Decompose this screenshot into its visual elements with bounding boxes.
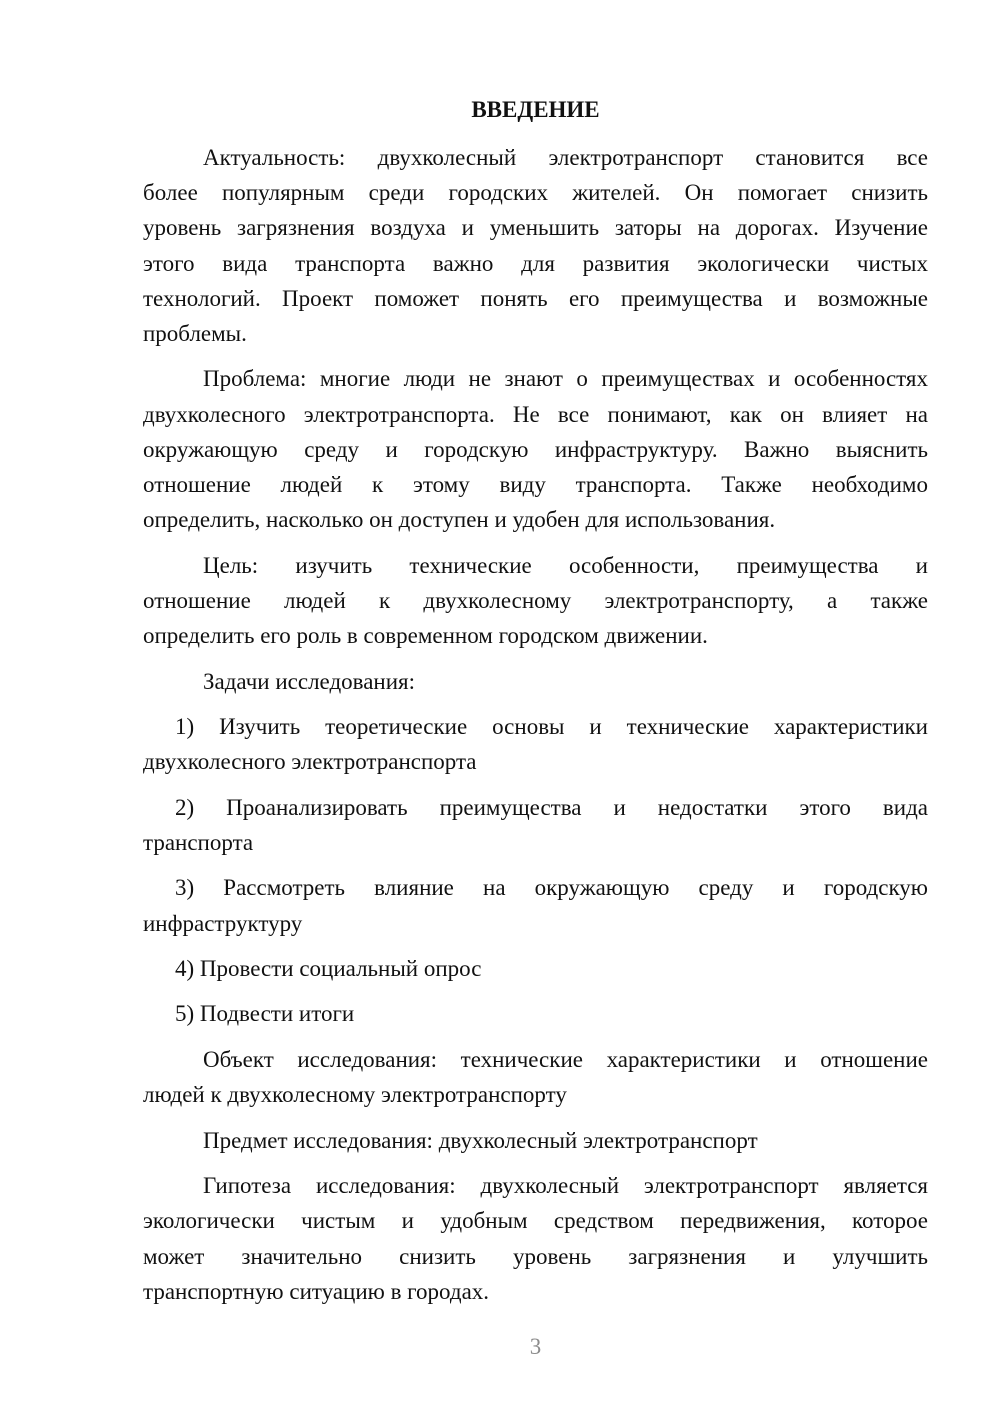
text-line: Предмет исследования: двухколесный электротранспорт: [203, 1127, 758, 1153]
task-item: [143, 709, 928, 779]
text-line: 4) Провести социальный опрос: [175, 956, 482, 981]
text-line: уровень загрязнения воздуха и уменьшить заторы на дорогах. Изучение: [143, 215, 928, 241]
text-line: 1) Изучить теоретические основы и технические характеристики: [175, 713, 928, 739]
text-line: двухколесного электротранспорта: [143, 749, 477, 775]
text-line: Проблема: многие люди не знают о преимуществах и особенностях: [203, 366, 928, 392]
text-line: инфраструктуру: [143, 910, 303, 936]
text-line: окружающую среду и городскую инфраструктуру. Важно выяснить: [143, 436, 928, 462]
text-line: Гипотеза исследования: двухколесный электротранспорт является: [203, 1173, 928, 1199]
text-line: транспортную ситуацию в городах.: [143, 1278, 490, 1304]
task-item: [143, 951, 928, 986]
text-line: 3) Рассмотреть влияние на окружающую среду и городскую: [175, 875, 928, 901]
text-line: этого вида транспорта важно для развития экологически чистых: [143, 250, 928, 276]
task-item: [143, 996, 928, 1031]
paragraph-object: [143, 1042, 928, 1112]
text-line: может значительно снизить уровень загрязнения и улучшить: [143, 1243, 928, 1269]
tasks-heading: [143, 664, 928, 699]
text-line: 2) Проанализировать преимущества и недостатки этого вида: [175, 794, 928, 820]
text-line: транспорта: [143, 829, 254, 855]
task-list: [143, 709, 928, 1032]
text-line: технологий. Проект поможет понять его преимущества и возможные: [143, 285, 928, 311]
page-number: 3: [529, 1334, 542, 1359]
text-line: отношение людей к этому виду транспорта. Также необходимо: [143, 471, 928, 497]
task-item: [143, 790, 928, 860]
text-line: экологически чистым и удобным средством передвижения, которое: [143, 1208, 928, 1234]
task-item: [143, 870, 928, 940]
text-line: 5) Подвести итоги: [175, 1001, 355, 1027]
paragraph-problem: [143, 361, 928, 537]
text-line: Актуальность: двухколесный электротранспорт становится все: [203, 144, 928, 170]
text-line: отношение людей к двухколесному электротранспорту, а также: [143, 587, 928, 613]
page-title: ВВЕДЕНИЕ: [471, 97, 600, 122]
paragraph-goal: [143, 548, 928, 654]
text-line: определить его роль в современном городском движении.: [143, 623, 708, 649]
text-line: проблемы.: [143, 320, 247, 346]
paragraph-subject: [143, 1123, 928, 1158]
paragraph-hypothesis: [143, 1168, 928, 1309]
paragraph-relevance: [143, 140, 928, 351]
text-line: людей к двухколесному электротранспорту: [143, 1082, 567, 1108]
text-line: определить, насколько он доступен и удобен для использования.: [143, 507, 776, 533]
text-line: Цель: изучить технические особенности, преимущества и: [203, 552, 928, 578]
text-line: более популярным среди городских жителей. Он помогает снизить: [143, 180, 928, 206]
text-line: двухколесного электротранспорта. Не все понимают, как он влияет на: [143, 401, 928, 427]
text-line: Задачи исследования:: [203, 668, 416, 694]
page-content: [143, 92, 928, 1319]
text-line: Объект исследования: технические характеристики и отношение: [203, 1046, 928, 1072]
